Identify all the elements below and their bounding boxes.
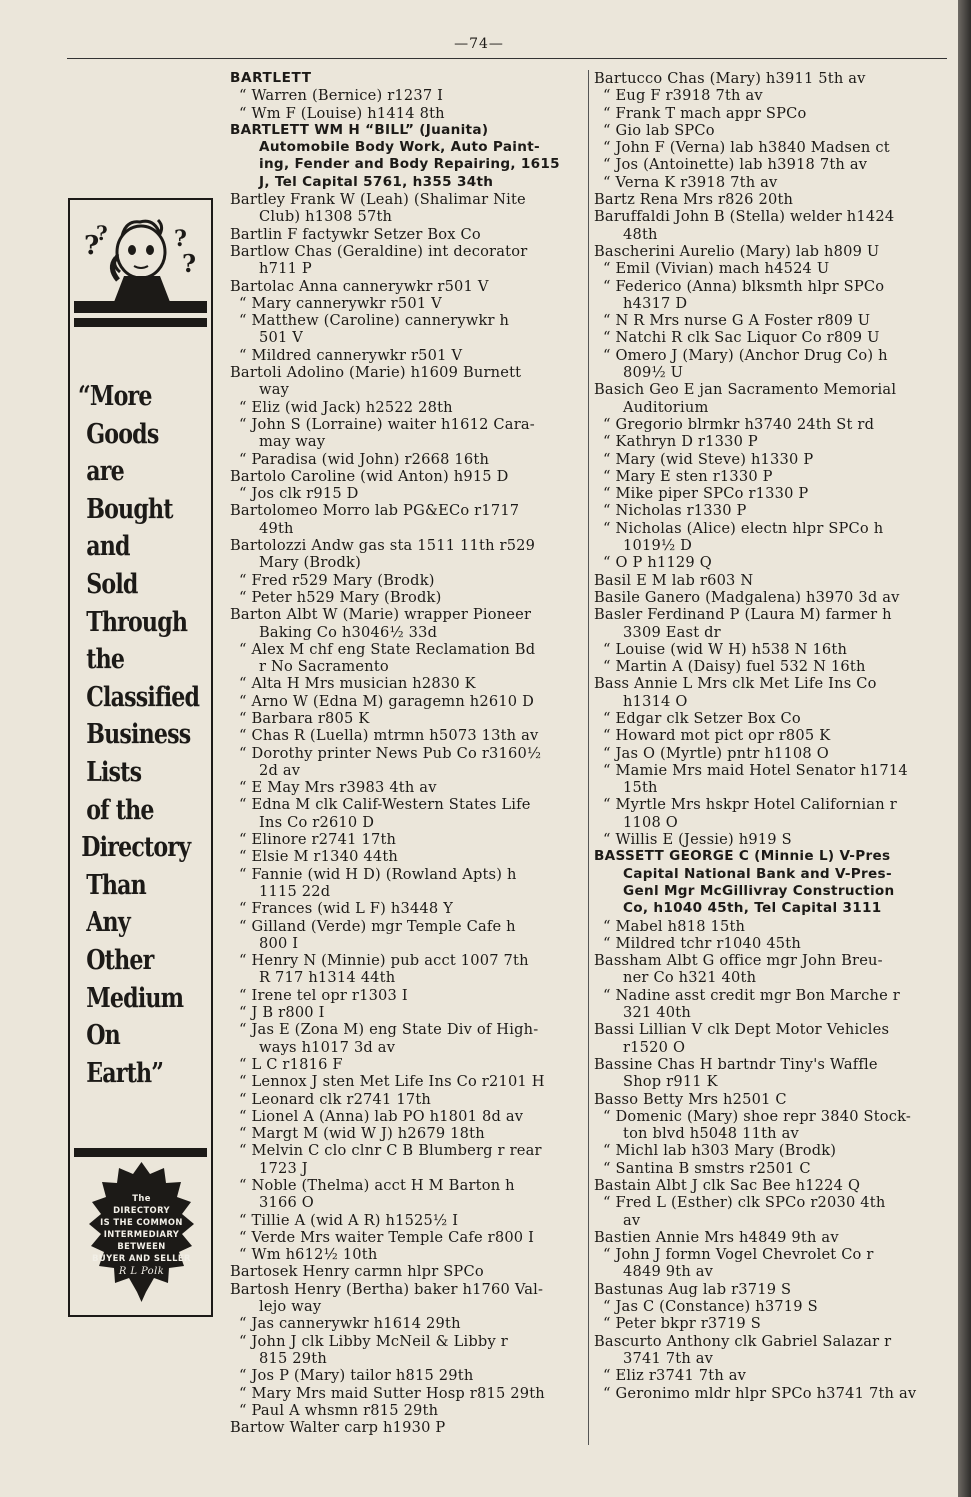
directory-entry: Bartolomeo Morro lab PG&ECo r1717	[230, 502, 520, 520]
directory-entry: Bastunas Aug lab r3719 S	[594, 1280, 792, 1298]
ad-line: Directory	[81, 832, 191, 864]
directory-entry: “ Gregorio blrmkr h3740 24th St rd	[603, 415, 875, 433]
directory-entry: “ Eliz r3741 7th av	[603, 1367, 747, 1385]
directory-entry: Mary (Brodk)	[259, 554, 361, 572]
directory-entry: BASSETT GEORGE C (Minnie L) V-Pres	[594, 848, 891, 865]
ad-line: are	[86, 456, 124, 488]
listing-column-left	[230, 70, 584, 1436]
directory-entry: “ Mike piper SPCo r1330 P	[603, 485, 809, 503]
directory-entry: “ Santina B smstrs r2501 C	[603, 1159, 811, 1177]
directory-entry: 815 29th	[259, 1349, 327, 1367]
ad-line: Any	[86, 907, 130, 939]
directory-entry: h1314 O	[623, 692, 688, 710]
directory-entry: “ Peter bkpr r3719 S	[603, 1315, 761, 1333]
directory-entry: “ Matthew (Caroline) cannerywkr h	[239, 312, 510, 330]
directory-entry: Bass Annie L Mrs clk Met Life Ins Co	[594, 675, 877, 693]
directory-entry: “ Nicholas r1330 P	[603, 502, 747, 520]
directory-entry: J, Tel Capital 5761, h355 34th	[259, 173, 494, 190]
directory-entry: ton blvd h5048 11th av	[623, 1125, 799, 1143]
directory-entry: Bartolac Anna cannerywkr r501 V	[230, 277, 489, 295]
directory-entry: Bassi Lillian V clk Dept Motor Vehicles	[594, 1021, 890, 1039]
directory-entry: “ Melvin C clo clnr C B Blumberg r rear	[239, 1142, 542, 1160]
directory-entry: Co, h1040 45th, Tel Capital 3111	[623, 900, 882, 917]
directory-entry: Bastien Annie Mrs h4849 9th av	[594, 1228, 839, 1246]
directory-entry: ing, Fender and Body Repairing, 1615	[259, 156, 560, 173]
directory-entry: BARTLETT	[230, 70, 312, 86]
ad-line: and	[86, 531, 130, 563]
ad-line: Lists	[86, 756, 142, 788]
puzzled-boy-illustration	[74, 206, 207, 316]
directory-entry: “ Martin A (Daisy) fuel 532 N 16th	[603, 658, 866, 676]
directory-entry: “ Omero J (Mary) (Anchor Drug Co) h	[603, 346, 888, 364]
directory-entry: ways h1017 3d av	[259, 1038, 396, 1056]
directory-entry: “ Alta H Mrs musician h2830 K	[239, 675, 476, 693]
ad-line: Earth”	[86, 1057, 164, 1089]
directory-seal	[84, 1162, 199, 1302]
ad-divider-top	[74, 318, 207, 327]
directory-entry: h4317 D	[623, 294, 688, 312]
directory-entry: 48th	[623, 225, 658, 243]
seal-line: INTERMEDIARY	[103, 1229, 180, 1239]
directory-entry: “ Henry N (Minnie) pub acct 1007 7th	[239, 952, 529, 970]
ad-line: Through	[86, 606, 188, 638]
directory-entry: Baking Co h3046½ 33d	[259, 623, 438, 641]
directory-entry: 4849 9th av	[623, 1263, 714, 1281]
directory-entry: Bartz Rena Mrs r826 20th	[594, 191, 794, 209]
directory-entry: “ Jos P (Mary) tailor h815 29th	[239, 1367, 474, 1385]
directory-entry: Bascherini Aurelio (Mary) lab h809 U	[594, 242, 880, 260]
directory-entry: “ Eliz (wid Jack) h2522 28th	[239, 398, 453, 416]
directory-advertisement	[68, 198, 213, 1317]
directory-entry: “ Mary Mrs maid Sutter Hosp r815 29th	[239, 1384, 545, 1402]
directory-entry: Bastain Albt J clk Sac Bee h1224 Q	[594, 1177, 861, 1194]
ad-line: of the	[86, 794, 154, 826]
directory-entry: Auditorium	[623, 398, 709, 416]
directory-entry: “ Jos (Antoinette) lab h3918 7th av	[603, 156, 868, 174]
directory-entry: 1115 22d	[259, 882, 331, 900]
directory-entry: r1520 O	[623, 1038, 686, 1056]
directory-entry: Shop r911 K	[623, 1073, 718, 1091]
directory-entry: “ Myrtle Mrs hskpr Hotel Californian r	[603, 796, 897, 814]
directory-entry: “ E May Mrs r3983 4th av	[239, 779, 437, 797]
page-number: —74—	[454, 36, 504, 52]
directory-entry: “ Mildred tchr r1040 45th	[603, 934, 801, 952]
directory-entry: “ Arno W (Edna M) garagemn h2610 D	[239, 692, 535, 710]
directory-entry: r No Sacramento	[259, 658, 389, 676]
ad-line: “More	[78, 381, 152, 412]
directory-entry: “ Eug F r3918 7th av	[603, 87, 763, 105]
directory-entry: “ Domenic (Mary) shoe repr 3840 Stock-	[603, 1107, 912, 1125]
directory-entry: Bascurto Anthony clk Gabriel Salazar r	[594, 1332, 892, 1350]
ad-slogan	[78, 378, 200, 1092]
directory-entry: “ Chas R (Luella) mtrmn h5073 13th av	[239, 727, 539, 745]
directory-entry: “ Dorothy printer News Pub Co r3160½	[239, 744, 542, 762]
directory-entry: “ Louise (wid W H) h538 N 16th	[603, 640, 848, 658]
seal-signature: R L Polk	[118, 1266, 165, 1277]
directory-entry: BARTLETT WM H “BILL” (Juanita)	[230, 121, 489, 138]
book-spine-shadow	[958, 0, 971, 1497]
ad-line: Sold	[86, 568, 138, 600]
directory-entry: “ Elinore r2741 17th	[239, 831, 397, 849]
directory-entry: “ Elsie M r1340 44th	[239, 848, 399, 866]
directory-entry: may way	[259, 433, 326, 451]
ad-line: Classified	[86, 681, 200, 713]
svg-text:?: ?	[84, 231, 100, 261]
directory-entry: Bartosek Henry carmn hlpr SPCo	[230, 1263, 484, 1281]
directory-entry: Basich Geo E jan Sacramento Memorial	[594, 381, 897, 399]
directory-entry: Automobile Body Work, Auto Paint-	[259, 139, 540, 156]
directory-entry: “ O P h1129 Q	[603, 554, 712, 572]
directory-entry: “ Noble (Thelma) acct H M Barton h	[239, 1177, 515, 1194]
ad-divider-bottom	[74, 1148, 207, 1157]
directory-entry: “ Warren (Bernice) r1237 I	[239, 87, 444, 105]
directory-entry: Bartoli Adolino (Marie) h1609 Burnett	[230, 364, 522, 382]
directory-entry: “ L C r1816 F	[239, 1055, 343, 1073]
seal-line: DIRECTORY	[113, 1205, 170, 1215]
directory-entry: “ Fred L (Esther) clk SPCo r2030 4th	[603, 1194, 886, 1212]
svg-text:?: ?	[96, 221, 108, 245]
directory-entry: “ Mabel h818 15th	[603, 917, 746, 935]
directory-entry: 809½ U	[623, 364, 684, 382]
listing-column-right	[594, 70, 952, 1402]
directory-entry: ner Co h321 40th	[623, 969, 757, 987]
seal-line: The	[132, 1193, 151, 1203]
ad-line: Other	[86, 944, 154, 976]
directory-entry: “ Peter h529 Mary (Brodk)	[239, 588, 442, 606]
directory-entry: “ Fannie (wid H D) (Rowland Apts) h	[239, 865, 517, 883]
directory-entry: 800 I	[259, 934, 299, 952]
directory-entry: “ Kathryn D r1330 P	[603, 433, 758, 451]
directory-entry: “ Jas cannerywkr h1614 29th	[239, 1315, 461, 1333]
directory-entry: “ Leonard clk r2741 17th	[239, 1090, 431, 1108]
directory-entry: Ins Co r2610 D	[259, 813, 375, 831]
directory-entry: Basler Ferdinand P (Laura M) farmer h	[594, 606, 892, 624]
directory-entry: 1019½ D	[623, 537, 693, 555]
directory-entry: “ Fred r529 Mary (Brodk)	[239, 571, 435, 589]
directory-entry: “ Geronimo mldr hlpr SPCo h3741 7th av	[603, 1384, 917, 1402]
directory-entry: “ Barbara r805 K	[239, 709, 370, 727]
directory-entry: “ Irene tel opr r1303 I	[239, 986, 408, 1004]
directory-entry: Bartucco Chas (Mary) h3911 5th av	[594, 70, 866, 87]
directory-entry: “ Frank T mach appr SPCo	[603, 104, 807, 122]
directory-entry: “ Wm h612½ 10th	[239, 1246, 378, 1264]
ad-line: Business	[86, 719, 191, 751]
directory-entry: “ Paradisa (wid John) r2668 16th	[239, 450, 490, 468]
directory-entry: R 717 h1314 44th	[259, 969, 396, 987]
directory-entry: h711 P	[259, 260, 312, 278]
directory-entry: 2d av	[259, 761, 301, 779]
directory-entry: Baruffaldi John B (Stella) welder h1424	[594, 208, 895, 226]
directory-entry: 3741 7th av	[623, 1349, 714, 1367]
ad-line: Than	[86, 869, 146, 901]
ad-line: the	[86, 644, 125, 676]
directory-entry: “ Emil (Vivian) mach h4524 U	[603, 260, 830, 278]
directory-entry: “ Edgar clk Setzer Box Co	[603, 709, 801, 727]
directory-entry: Genl Mgr McGillivray Construction	[623, 882, 895, 899]
directory-entry: lejo way	[259, 1298, 322, 1316]
directory-entry: 501 V	[259, 329, 304, 347]
directory-entry: “ Margt M (wid W J) h2679 18th	[239, 1125, 485, 1143]
directory-entry: Basil E M lab r603 N	[594, 571, 754, 589]
directory-entry: “ John J clk Libby McNeil & Libby r	[239, 1332, 508, 1350]
directory-entry: way	[259, 381, 290, 399]
directory-entry: 49th	[259, 519, 294, 537]
directory-entry: “ J B r800 I	[239, 1004, 325, 1022]
svg-text:?: ?	[182, 249, 197, 278]
directory-entry: Bartosh Henry (Bertha) baker h1760 Val-	[230, 1280, 544, 1298]
directory-entry: Basso Betty Mrs h2501 C	[594, 1090, 787, 1108]
directory-entry: “ John S (Lorraine) waiter h1612 Cara-	[239, 415, 535, 433]
directory-entry: Club) h1308 57th	[259, 208, 393, 226]
seal-line: BUYER AND SELLER	[92, 1253, 191, 1263]
directory-entry: “ Jos clk r915 D	[239, 485, 359, 503]
column-divider	[588, 70, 589, 1445]
directory-entry: Bartolozzi Andw gas sta 1511 11th r529	[230, 537, 536, 555]
directory-entry: “ Federico (Anna) blksmth hlpr SPCo	[603, 277, 885, 295]
directory-entry: 3166 O	[259, 1194, 314, 1212]
directory-entry: “ Tillie A (wid A R) h1525½ I	[239, 1211, 459, 1229]
directory-entry: “ Frances (wid L F) h3448 Y	[239, 900, 454, 918]
directory-entry: “ Gilland (Verde) mgr Temple Cafe h	[239, 917, 516, 935]
header-rule	[67, 58, 947, 59]
directory-entry: “ Gio lab SPCo	[603, 121, 715, 139]
directory-entry: Barton Albt W (Marie) wrapper Pioneer	[230, 606, 532, 624]
directory-entry: 321 40th	[623, 1004, 691, 1022]
directory-entry: “ Howard mot pict opr r805 K	[603, 727, 831, 745]
directory-entry: av	[623, 1211, 641, 1229]
directory-entry: “ Nicholas (Alice) electn hlpr SPCo h	[603, 519, 884, 537]
ad-line: Medium	[86, 982, 184, 1014]
directory-entry: “ N R Mrs nurse G A Foster r809 U	[603, 312, 871, 330]
directory-entry: Bartolo Caroline (wid Anton) h915 D	[230, 467, 509, 485]
directory-entry: Basile Ganero (Madgalena) h3970 3d av	[594, 588, 900, 606]
directory-entry: “ Mary E sten r1330 P	[603, 467, 773, 485]
directory-entry: “ Mildred cannerywkr r501 V	[239, 346, 463, 364]
directory-entry: “ Alex M chf eng State Reclamation Bd	[239, 640, 536, 658]
directory-entry: “ Mary cannerywkr r501 V	[239, 294, 442, 312]
directory-entry: “ Mary (wid Steve) h1330 P	[603, 450, 814, 468]
directory-entry: “ Natchi R clk Sac Liquor Co r809 U	[603, 329, 880, 347]
directory-entry: 15th	[623, 779, 658, 797]
directory-entry: “ Verna K r3918 7th av	[603, 173, 778, 191]
directory-entry: “ Jas E (Zona M) eng State Div of High-	[239, 1021, 539, 1039]
seal-line: IS THE COMMON	[100, 1217, 183, 1227]
directory-entry: 1108 O	[623, 813, 678, 831]
directory-entry: Bartow Walter carp h1930 P	[230, 1419, 446, 1437]
directory-entry: “ Nadine asst credit mgr Bon Marche r	[603, 986, 900, 1004]
directory-entry: Bartley Frank W (Leah) (Shalimar Nite	[230, 191, 526, 209]
directory-entry: “ Michl lab h303 Mary (Brodk)	[603, 1142, 837, 1160]
ad-line: Bought	[86, 493, 173, 525]
directory-entry: Bartlin F factywkr Setzer Box Co	[230, 225, 481, 243]
directory-entry: “ Willis E (Jessie) h919 S	[603, 831, 792, 849]
directory-entry: “ Jas C (Constance) h3719 S	[603, 1298, 818, 1316]
directory-entry: “ Lionel A (Anna) lab PO h1801 8d av	[239, 1107, 524, 1125]
directory-entry: “ Jas O (Myrtle) pntr h1108 O	[603, 744, 829, 762]
directory-entry: “ Verde Mrs waiter Temple Cafe r800 I	[239, 1228, 535, 1246]
directory-entry: “ Wm F (Louise) h1414 8th	[239, 104, 445, 122]
directory-entry: 3309 East dr	[623, 623, 721, 641]
directory-entry: “ Edna M clk Calif-Western States Life	[239, 796, 531, 814]
directory-entry: Bassham Albt G office mgr John Breu-	[594, 952, 883, 970]
directory-entry: Bartlow Chas (Geraldine) int decorator	[230, 242, 528, 260]
directory-entry: 1723 J	[259, 1159, 308, 1177]
directory-entry: Capital National Bank and V-Pres-	[623, 865, 892, 882]
svg-text:?: ?	[174, 226, 187, 252]
directory-entry: “ John J formn Vogel Chevrolet Co r	[603, 1246, 874, 1264]
directory-entry: “ Mamie Mrs maid Hotel Senator h1714	[603, 761, 908, 779]
directory-entry: “ Paul A whsmn r815 29th	[239, 1401, 439, 1419]
ad-line: On	[86, 1020, 120, 1052]
directory-entry: “ Lennox J sten Met Life Ins Co r2101 H	[239, 1073, 545, 1091]
seal-line: BETWEEN	[117, 1241, 166, 1251]
directory-entry: Bassine Chas H bartndr Tiny's Waffle	[594, 1055, 878, 1073]
ad-line: Goods	[86, 418, 159, 450]
directory-entry: “ John F (Verna) lab h3840 Madsen ct	[603, 139, 890, 157]
